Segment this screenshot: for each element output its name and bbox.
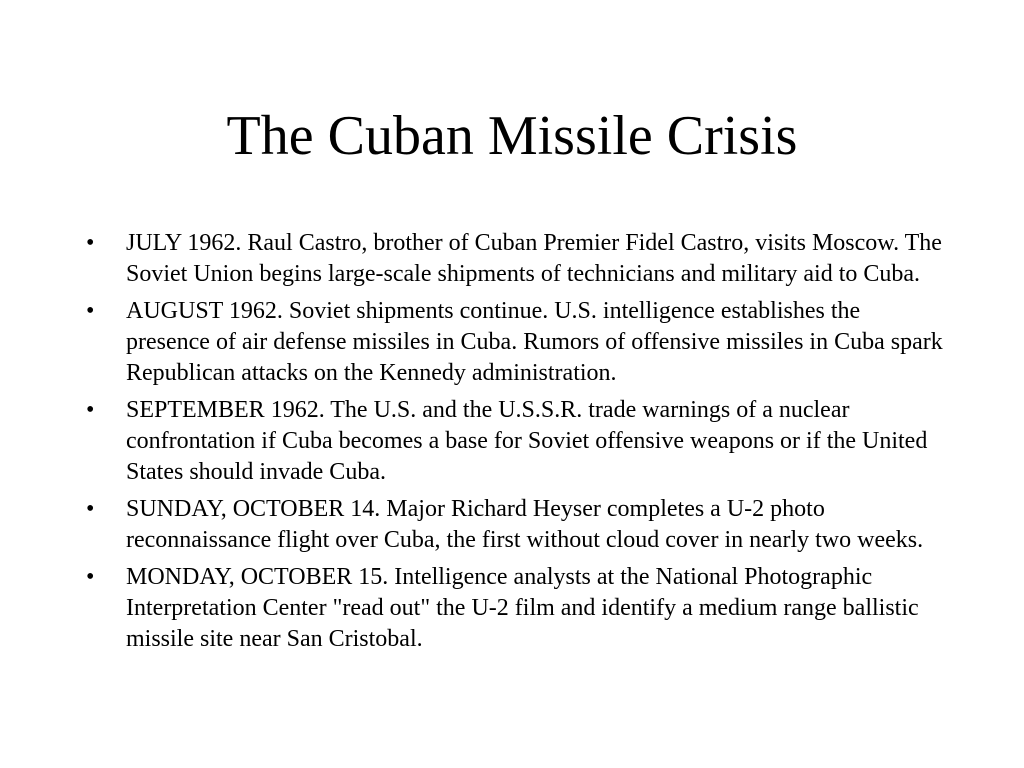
bullet-text: SUNDAY, OCTOBER 14. Major Richard Heyser completes a U-2 photo reconnaissance flight over Cuba, the first without cloud cover in nearly two weeks.: [126, 496, 924, 553]
bullet-icon: •: [86, 230, 95, 256]
bullet-text: SEPTEMBER 1962. The U.S. and the U.S.S.R. trade warnings of a nuclear confrontation if Cuba becomes a base for Soviet offensive weapons or if the United States should invade Cuba.: [126, 397, 928, 485]
bullet-icon: •: [86, 564, 95, 590]
bullet-icon: •: [86, 298, 95, 324]
bullet-icon: •: [86, 496, 95, 522]
bullet-item-august-1962: [0, 296, 1024, 389]
bullet-icon: •: [86, 397, 95, 423]
bullet-item-july-1962: [0, 228, 1024, 290]
bullet-list: [0, 228, 1024, 661]
slide-title: The Cuban Missile Crisis: [226, 105, 798, 167]
bullet-text: AUGUST 1962. Soviet shipments continue. U.S. intelligence establishes the presence of air defense missiles in Cuba. Rumors of offensive missiles in Cuba spark Republican attacks on the Kennedy administration.: [126, 298, 943, 386]
bullet-item-september-1962: [0, 395, 1024, 488]
bullet-item-october-15: [0, 562, 1024, 655]
bullet-text: JULY 1962. Raul Castro, brother of Cuban Premier Fidel Castro, visits Moscow. The Soviet Union begins large-scale shipments of technicians and military aid to Cuba.: [126, 230, 942, 287]
bullet-item-october-14: [0, 494, 1024, 556]
bullet-text: MONDAY, OCTOBER 15. Intelligence analysts at the National Photographic Interpretation Center "read out" the U-2 film and identify a medium range ballistic missile site near San Cristobal.: [126, 564, 919, 652]
